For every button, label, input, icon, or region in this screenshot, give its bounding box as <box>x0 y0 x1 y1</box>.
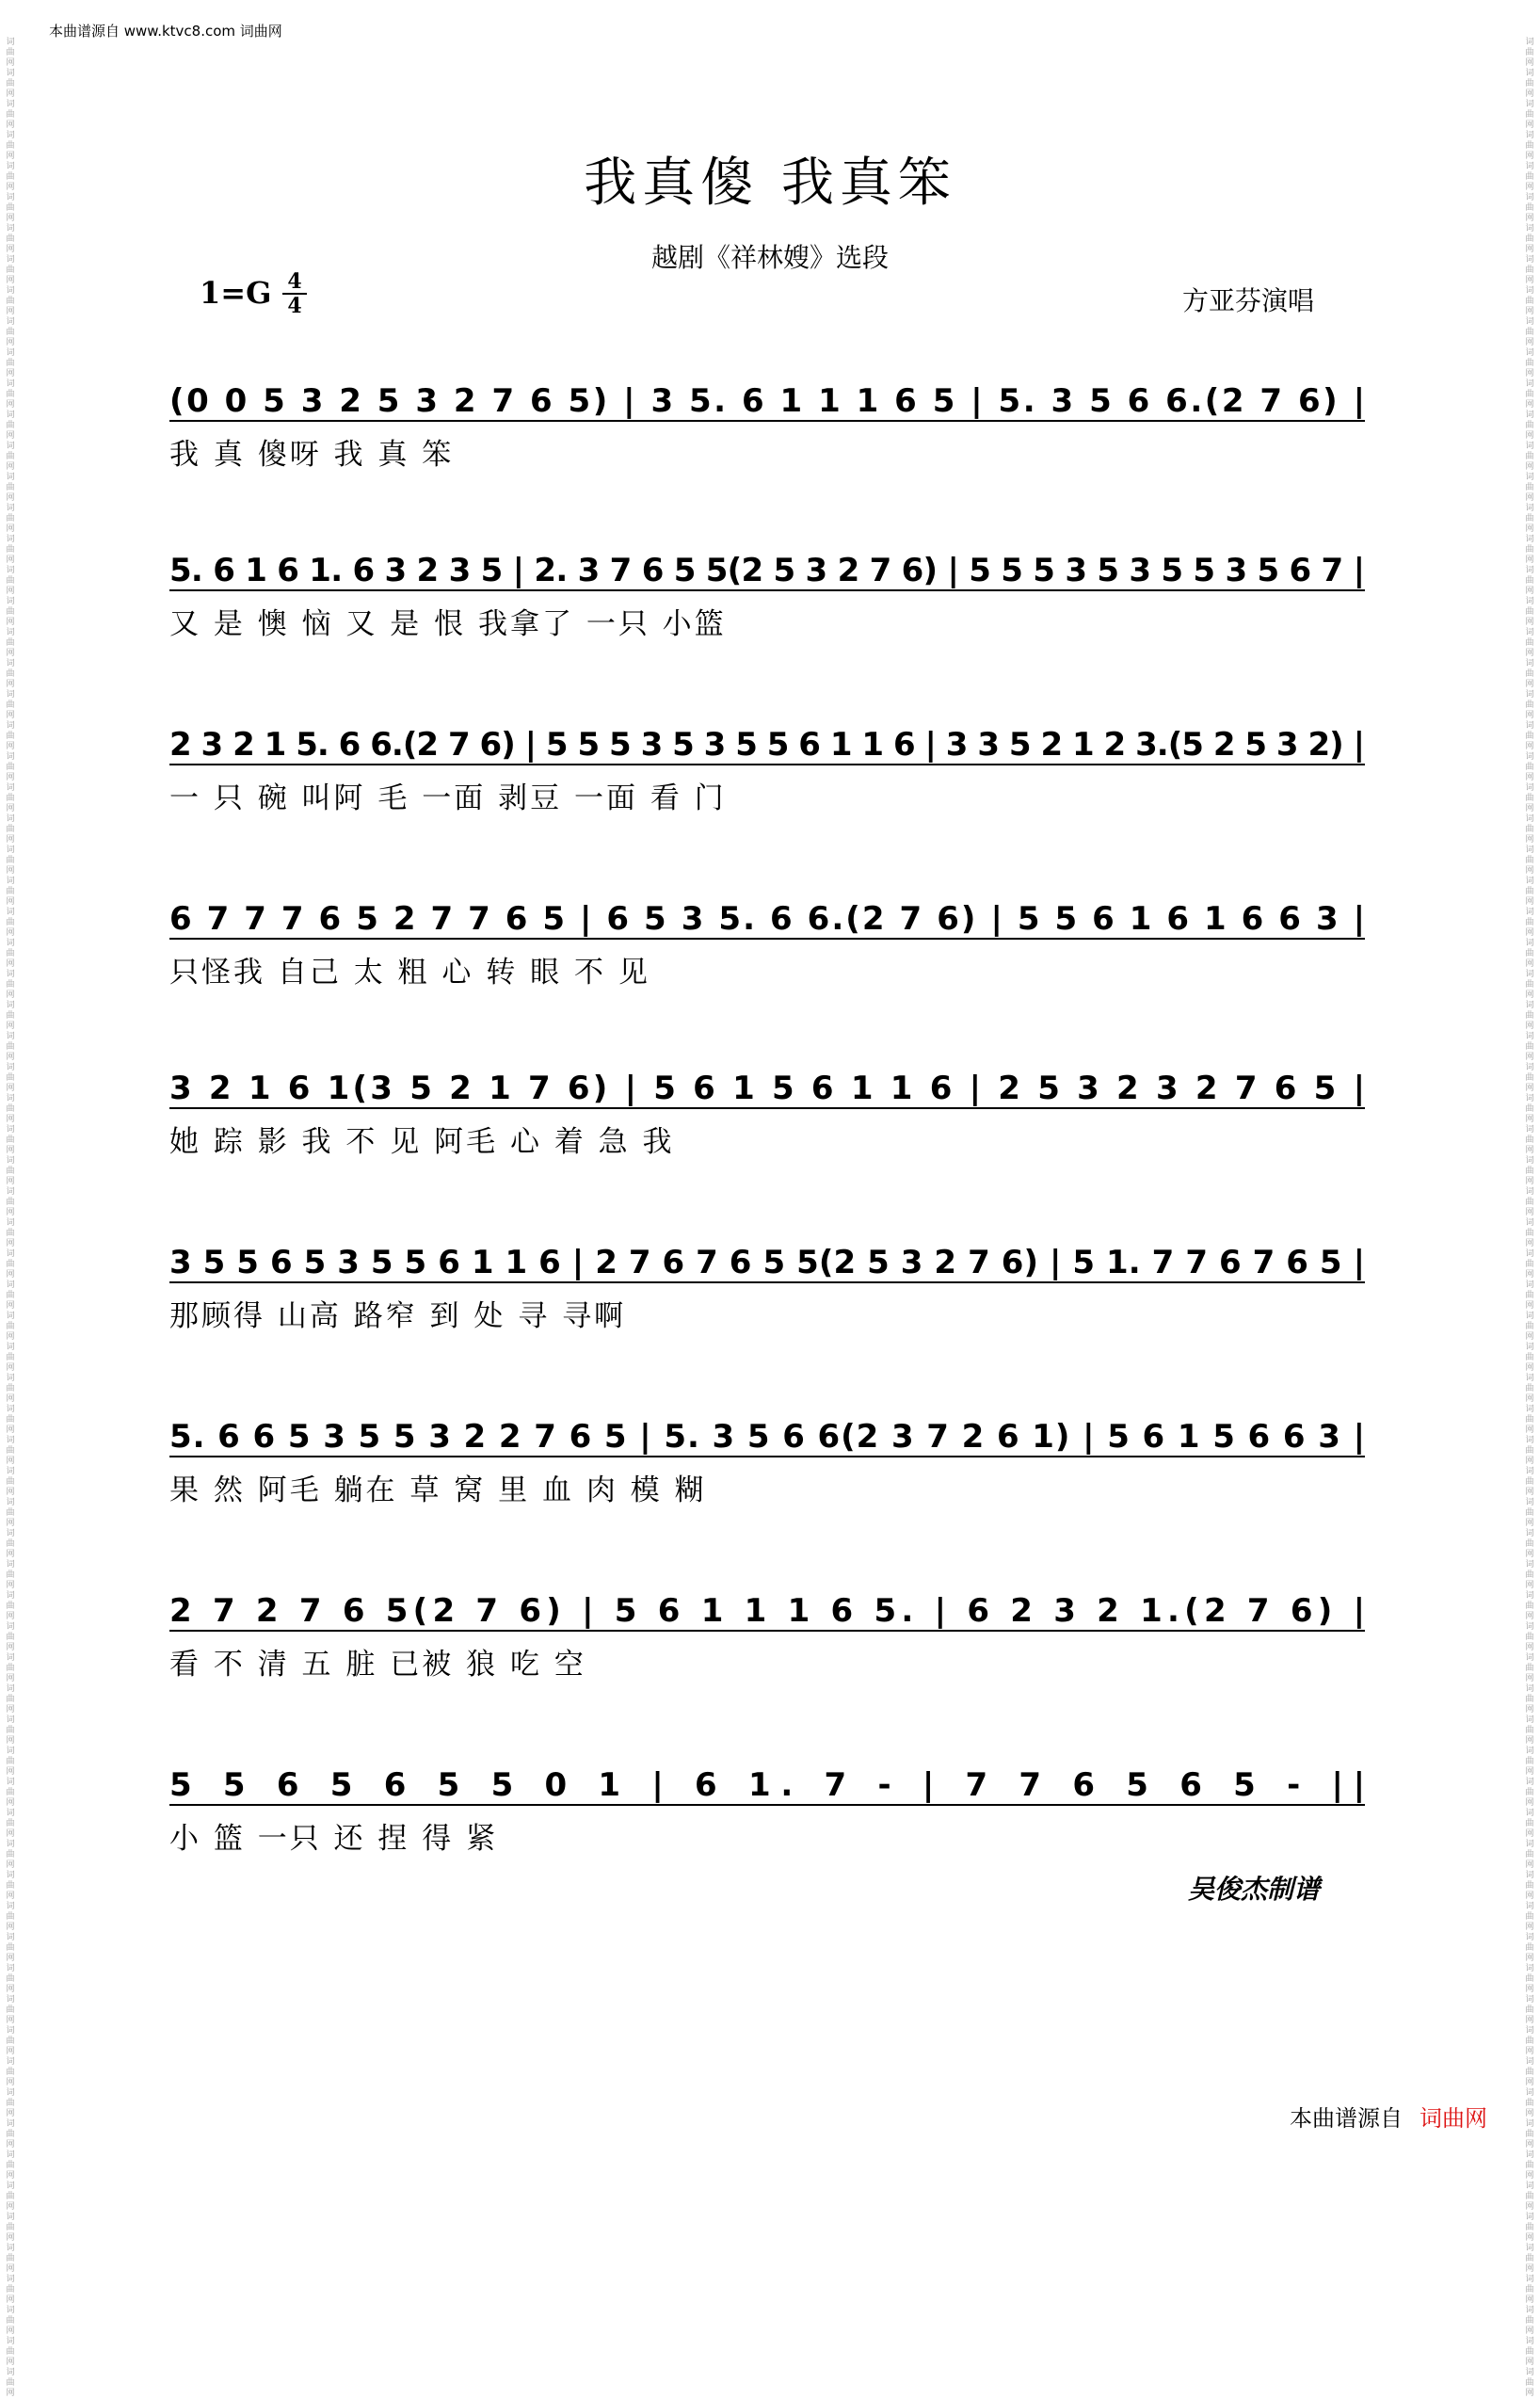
score-system <box>169 890 1365 1012</box>
time-signature-bottom: 4 <box>287 294 302 318</box>
song-title: 我真傻 我真笨 <box>584 153 956 214</box>
notation-text: 2 3 2 1 5. 6 6.(2 7 6) | 5 5 5 3 5 3 5 5 6 1 1 6 | 3 3 5 2 1 2 3.(5 2 5 3 2) | <box>169 726 1365 764</box>
lyrics-line: 又 是 懊 恼 又 是 恨 我拿了 一只 小篮 <box>169 607 727 641</box>
score-system <box>169 716 1365 838</box>
lyrics-line: 看 不 清 五 脏 已被 狼 吃 空 <box>169 1648 586 1682</box>
score-system <box>169 1756 1365 1878</box>
singer: 方亚芬演唱 <box>1182 285 1315 316</box>
notation-text: 6 7 7 7 6 5 2 7 7 6 5 | 6 5 3 5. 6 6.(2 7 6) | 5 5 6 1 6 1 6 6 3 | <box>169 900 1365 938</box>
notation-text: 5. 6 6 5 3 5 5 3 2 2 7 6 5 | 5. 3 5 6 6(2 3 7 2 6 1) | 5 6 1 5 6 6 3 | <box>169 1418 1365 1456</box>
score-system <box>169 1408 1365 1530</box>
lyrics-line: 一 只 碗 叫阿 毛 一面 剥豆 一面 看 门 <box>169 781 727 815</box>
lyrics-line: 那顾得 山高 路窄 到 处 寻 寻啊 <box>169 1299 627 1333</box>
footer-source-label: 本曲谱源自 <box>1290 2105 1403 2132</box>
notation-text: 5 5 6 5 6 5 5 0 1 | 6 1. 7 - | 7 7 6 5 6 5 - || <box>169 1766 1365 1804</box>
lyrics-line: 只怪我 自己 太 粗 心 转 眼 不 见 <box>169 956 650 990</box>
source-note: 本曲谱源自 www.ktvc8.com 词曲网 <box>49 23 282 40</box>
score-system <box>169 1233 1365 1356</box>
lyrics-line: 她 踪 影 我 不 见 阿毛 心 着 急 我 <box>169 1125 675 1159</box>
score-system <box>169 372 1365 494</box>
lyrics-line: 果 然 阿毛 躺在 草 窝 里 血 肉 模 糊 <box>169 1473 707 1507</box>
song-subtitle: 越剧《祥林嫂》选段 <box>650 242 889 273</box>
left-watermark-strip: 词曲网词曲网词曲网词曲网词曲网词曲网词曲网词曲网词曲网词曲网词曲网词曲网词曲网词曲网词曲网词曲网词曲网词曲网词曲网词曲网词曲网词曲网词曲网词曲网词曲网词曲网词曲网词曲网词曲网词曲网词曲网词曲网词曲网词曲网词曲网词曲网词曲网词曲网词曲网词曲网词曲网词曲网词曲网词曲网词曲网词曲网词曲网词曲网词曲网词曲网词曲网词曲网词曲网词曲网词曲网词曲网词曲网词曲网词曲网词曲网词曲网词曲网词曲网词曲网词曲网词曲网词曲网词曲网词曲网词曲网词曲网词曲网词曲网词曲网词曲网词曲网 <box>6 38 15 2398</box>
right-watermark-strip: 词曲网词曲网词曲网词曲网词曲网词曲网词曲网词曲网词曲网词曲网词曲网词曲网词曲网词曲网词曲网词曲网词曲网词曲网词曲网词曲网词曲网词曲网词曲网词曲网词曲网词曲网词曲网词曲网词曲网词曲网词曲网词曲网词曲网词曲网词曲网词曲网词曲网词曲网词曲网词曲网词曲网词曲网词曲网词曲网词曲网词曲网词曲网词曲网词曲网词曲网词曲网词曲网词曲网词曲网词曲网词曲网词曲网词曲网词曲网词曲网词曲网词曲网词曲网词曲网词曲网词曲网词曲网词曲网词曲网词曲网词曲网词曲网词曲网词曲网词曲网词曲网 <box>1525 38 1534 2398</box>
notation-text: (0 0 5 3 2 5 3 2 7 6 5) | 3 5. 6 1 1 1 6 5 | 5. 3 5 6 6.(2 7 6) | <box>169 382 1365 420</box>
key-signature: 1=G <box>200 275 272 311</box>
footer-source-link[interactable]: 词曲网 <box>1420 2105 1487 2132</box>
lyrics-line: 我 真 傻呀 我 真 笨 <box>169 438 455 472</box>
notation-text: 3 2 1 6 1(3 5 2 1 7 6) | 5 6 1 5 6 1 1 6 | 2 5 3 2 3 2 7 6 5 | <box>169 1070 1365 1107</box>
score-system <box>169 1059 1365 1182</box>
notation-text: 5. 6 1 6 1. 6 3 2 3 5 | 2. 3 7 6 5 5(2 5 3 2 7 6) | 5 5 5 3 5 3 5 5 3 5 6 7 | <box>169 552 1365 589</box>
notation-text: 2 7 2 7 6 5(2 7 6) | 5 6 1 1 1 6 5. | 6 2 3 2 1.(2 7 6) | <box>169 1592 1365 1630</box>
lyrics-line: 小 篮 一只 还 捏 得 紧 <box>169 1822 499 1856</box>
notation-text: 3 5 5 6 5 3 5 5 6 1 1 6 | 2 7 6 7 6 5 5(2 5 3 2 7 6) | 5 1. 7 7 6 7 6 5 | <box>169 1244 1365 1281</box>
time-signature-top: 4 <box>287 269 302 294</box>
time-signature <box>282 271 307 316</box>
transcriber-credit: 吴俊杰制谱 <box>1188 1874 1321 1905</box>
score-system <box>169 541 1365 664</box>
score-system <box>169 1582 1365 1704</box>
